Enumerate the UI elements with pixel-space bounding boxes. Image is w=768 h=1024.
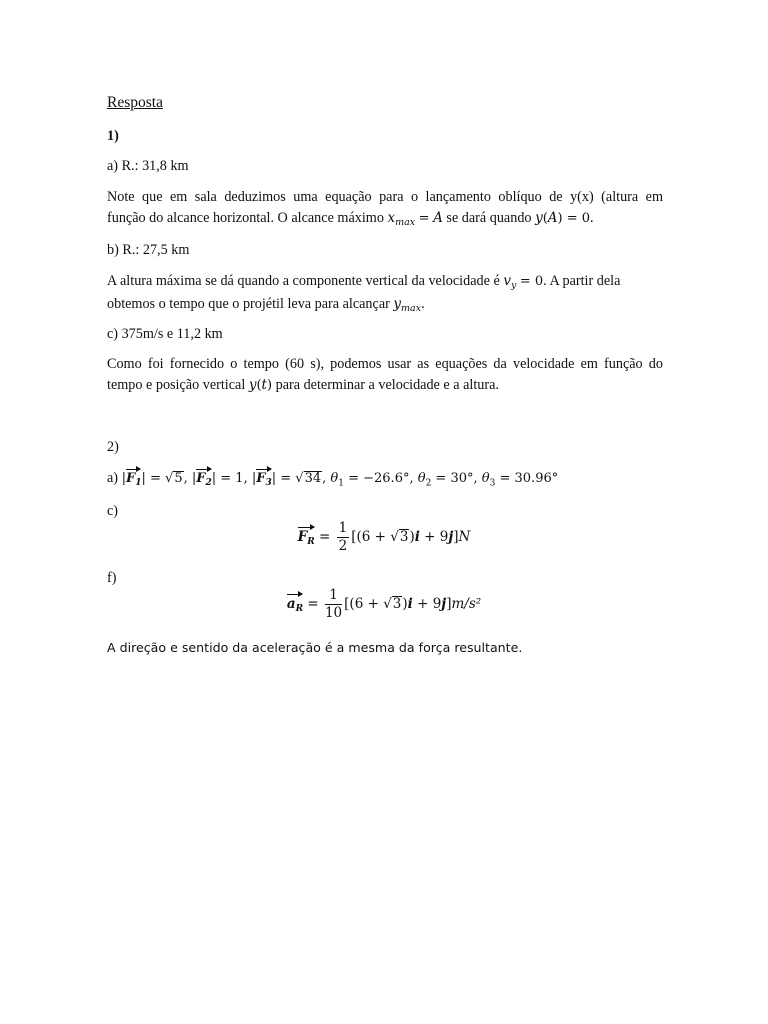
aR-coefficient: $\frac{1}{10}$ <box>324 587 343 621</box>
yt-symbol: y(t) <box>248 377 273 393</box>
q1-b-note-line-2: obtemos o tempo que o projétil leva para alcançar $y_{max}$. <box>107 296 425 314</box>
q1-a-note-text: função do alcance horizontal. O alcance máximo <box>107 210 384 226</box>
theta2-value: 30° <box>450 471 474 486</box>
F1-magnitude: 5 <box>174 471 183 486</box>
F2-magnitude: 1 <box>235 471 244 486</box>
q1-b-note-text-2: . A partir dela <box>543 273 621 289</box>
xmax-equation: $x_{max} = A$ <box>387 210 443 228</box>
yA-equation: y(A) = 0 <box>535 210 591 226</box>
q1-a-answer: a) R.: 31,8 km <box>107 158 189 174</box>
q1-b-note-line-1 <box>107 271 663 296</box>
q2-c-label: c) <box>107 503 119 519</box>
resultant-acceleration-equation: $a_R$ = $\frac{1}{10}$ [(6 + √3)i + 9j]m/s² <box>286 587 482 621</box>
theta1-value: −26.6° <box>363 471 410 486</box>
q1-c-note-text: tempo e posição vertical <box>107 377 246 393</box>
q1-a-note-line-2: função do alcance horizontal. O alcance máximo $x_{max} = A$ se dará quando y(A) = 0. <box>107 210 594 228</box>
FR-coefficient: $\frac{1}{2}$ <box>338 520 348 554</box>
ymax-symbol: $y_{max}$ <box>393 296 422 314</box>
question-1-label: 1) <box>107 128 119 144</box>
q1-c-note-line-2 <box>107 375 663 396</box>
q1-c-note-line-1: Como foi fornecido o tempo (60 s), podemos usar as equações da velocidade em função do <box>107 356 663 372</box>
F3-magnitude: 34 <box>304 471 322 486</box>
q1-b-note-text: A altura máxima se dá quando a componente vertical da velocidade é <box>107 273 500 289</box>
q1-a-note-text-2: se dará quando <box>446 210 532 226</box>
FR-unit: N <box>458 529 471 545</box>
resultant-force-equation: $F_R$ = $\frac{1}{2}$ [(6 + √3)i + 9j]N <box>297 520 471 554</box>
vy-equation: $v_y = 0$ <box>503 273 544 291</box>
q2-f-label: f) <box>107 570 117 586</box>
question-2-label: 2) <box>107 439 119 455</box>
q2-conclusion: A direção e sentido da aceleração é a mesma da força resultante. <box>107 640 523 655</box>
q1-b-answer: b) R.: 27,5 km <box>107 242 190 258</box>
q2-a-prefix: a) <box>107 470 119 486</box>
q1-a-note-line-1: Note que em sala deduzimos uma equação para o lançamento oblíquo de y(x) (altura em <box>107 189 663 205</box>
q1-b-note-text-3: obtemos o tempo que o projétil leva para alcançar <box>107 296 390 312</box>
page-title: Resposta <box>107 94 163 111</box>
q2-a-line <box>107 468 663 495</box>
theta3-value: 30.96° <box>514 471 559 486</box>
q1-c-note-text-2: para determinar a velocidade e a altura. <box>275 377 499 393</box>
aR-unit: m/s² <box>451 596 482 612</box>
q2-a-magnitudes: $|F_1| = √5$, $|F_2| = 1$, $|F_3| = √34$, $\theta_1 = -26.6^\circ$, $\theta_2 = 30^\circ$, $\theta_3 = 30.96^\circ$ <box>122 471 559 486</box>
q1-c-answer: c) 375m/s e 11,2 km <box>107 326 223 342</box>
